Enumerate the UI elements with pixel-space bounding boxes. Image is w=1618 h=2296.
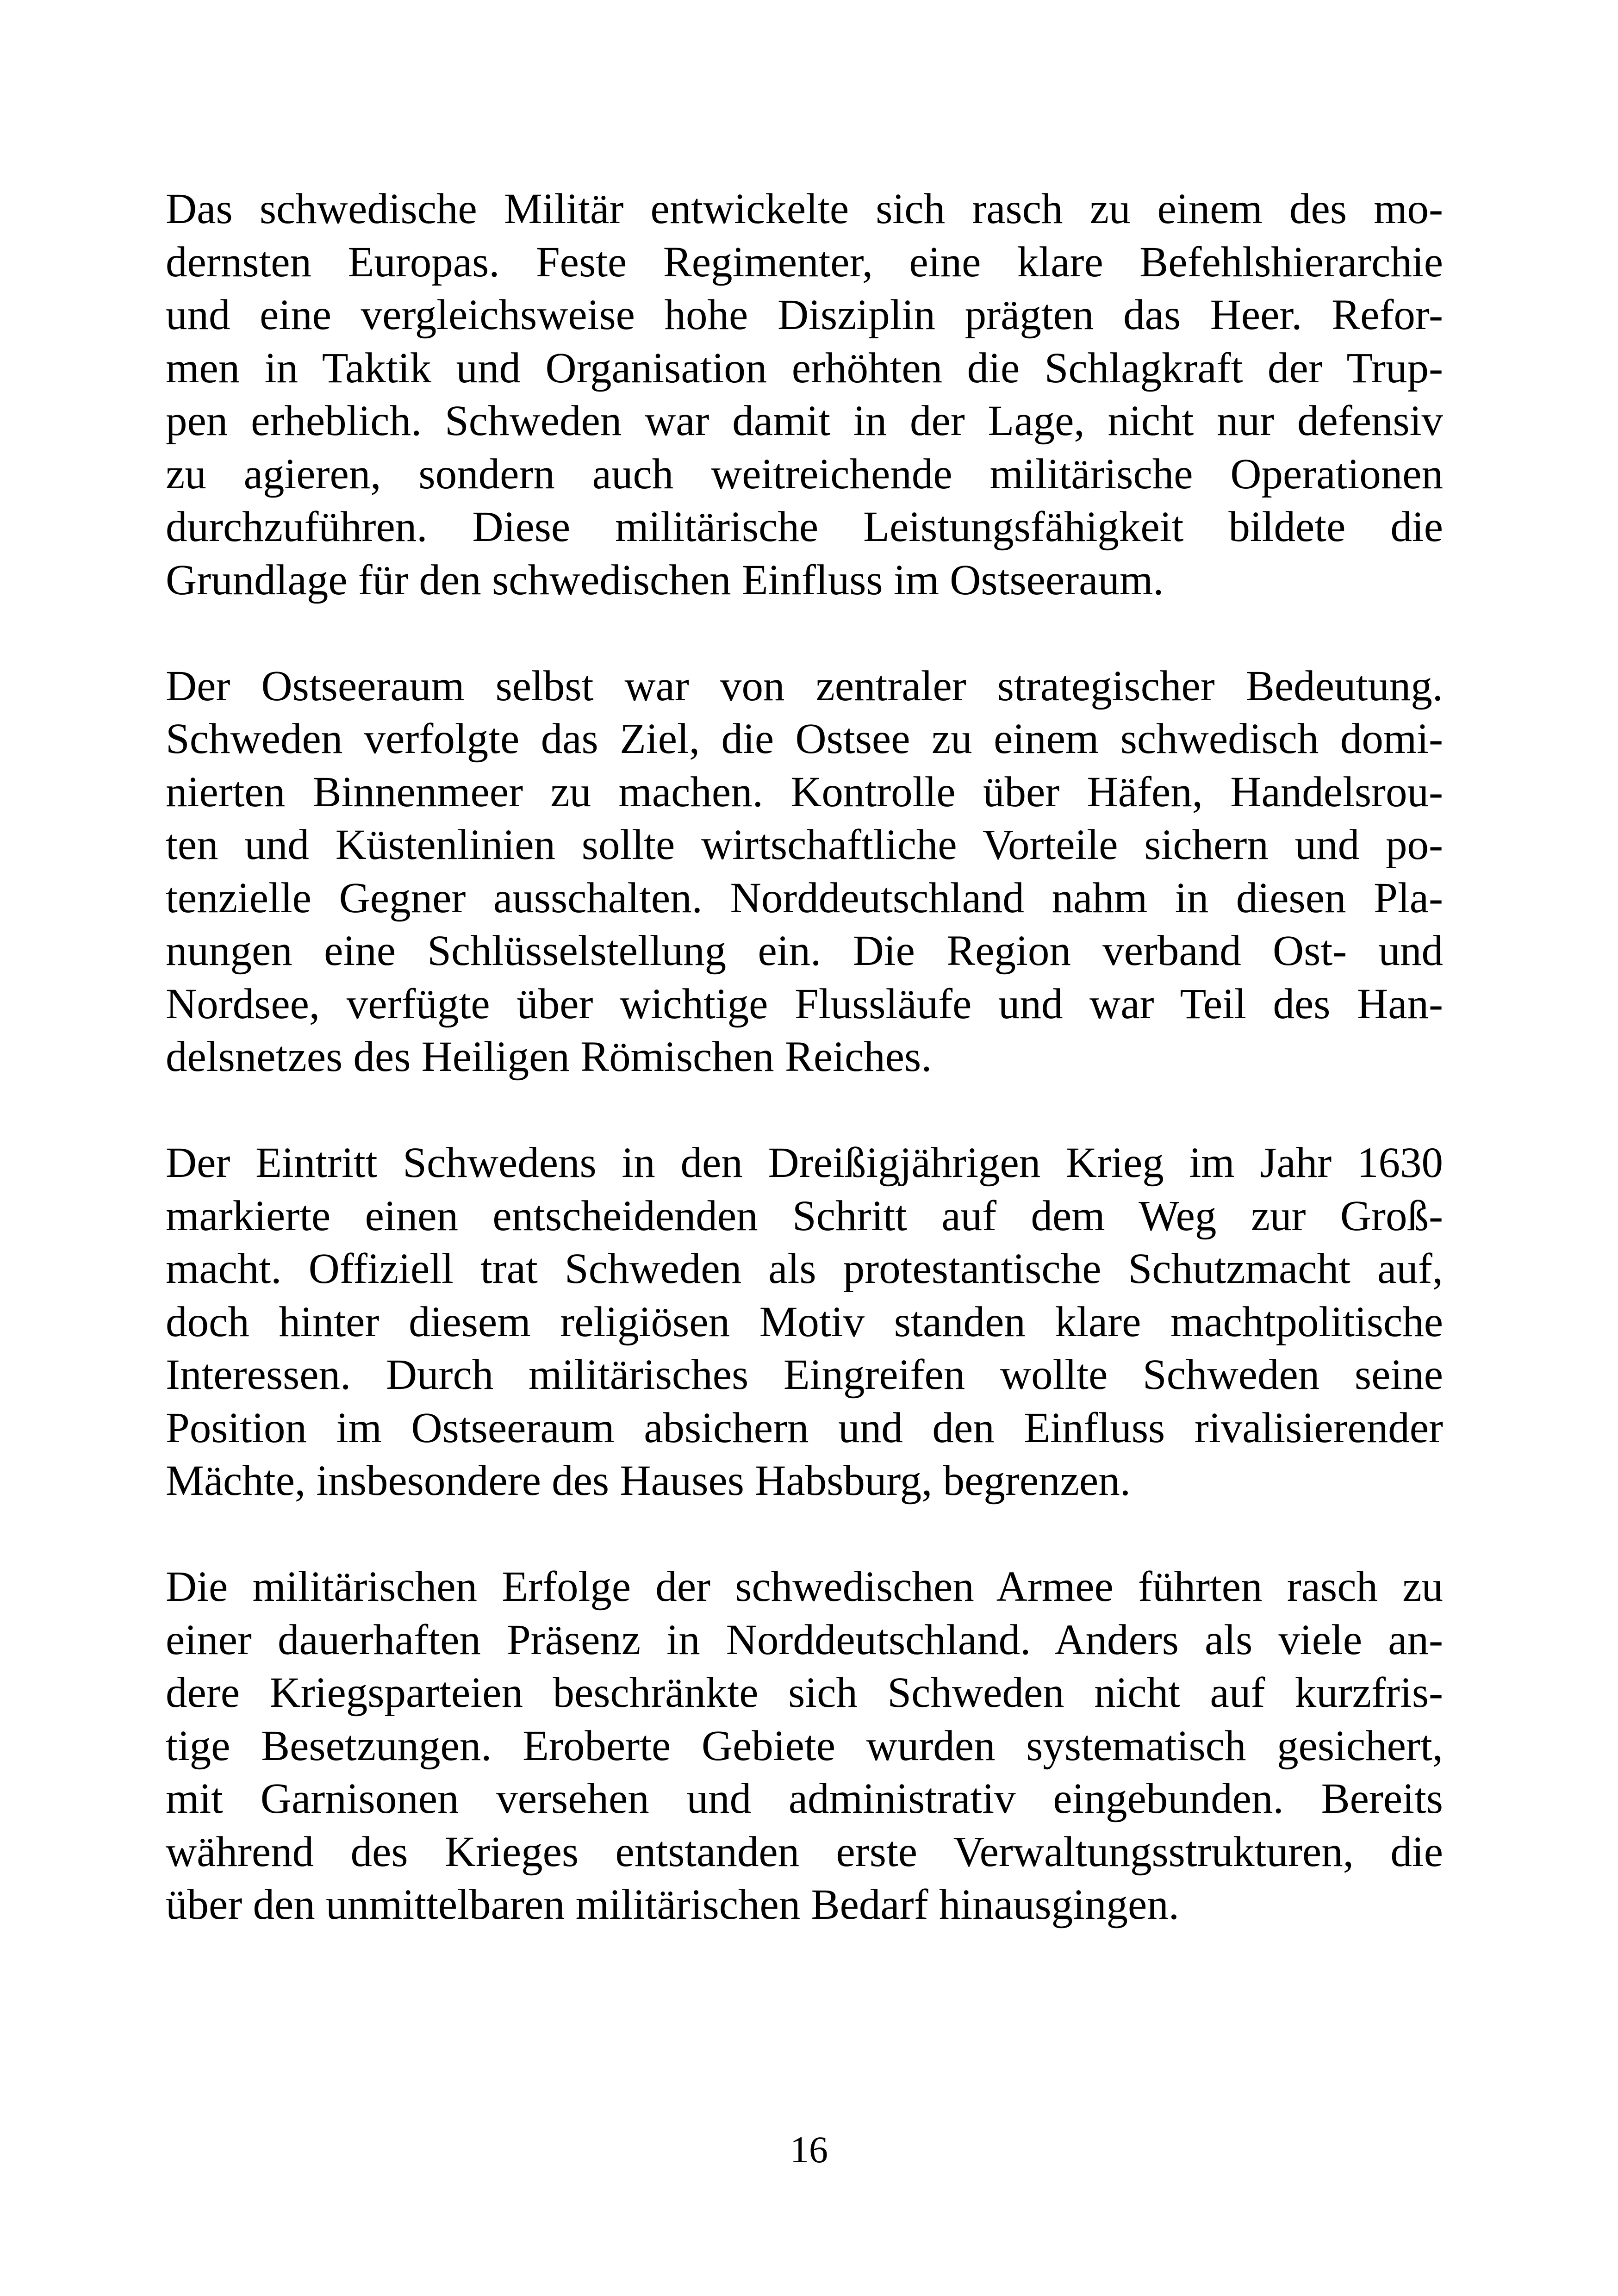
text-line: Schweden verfolgte das Ziel, die Ostsee zu einem schwedisch domi- [166, 715, 1443, 763]
text-line: mit Garnisonen versehen und administrativ eingebunden. Bereits [166, 1775, 1443, 1823]
text-line: zu agieren, sondern auch weitreichende militärische Operationen [166, 450, 1443, 498]
text-line: tige Besetzungen. Eroberte Gebiete wurden systematisch gesichert, [166, 1722, 1443, 1770]
text-line: delsnetzes des Heiligen Römischen Reiches. [166, 1033, 932, 1081]
text-line: markierte einen entscheidenden Schritt auf dem Weg zur Groß- [166, 1192, 1443, 1240]
paragraph-gap [166, 1508, 1443, 1561]
text-line: einer dauerhaften Präsenz in Norddeutschland. Anders als viele an- [166, 1616, 1443, 1664]
text-line: Mächte, insbesondere des Hauses Habsburg, begrenzen. [166, 1457, 1131, 1505]
text-line: tenzielle Gegner ausschalten. Norddeutschland nahm in diesen Pla- [166, 874, 1443, 922]
body-text [166, 183, 1443, 1932]
text-line: über den unmittelbaren militärischen Bedarf hinausgingen. [166, 1881, 1179, 1929]
text-line: und eine vergleichsweise hohe Disziplin prägten das Heer. Refor- [166, 291, 1443, 339]
text-line: während des Krieges entstanden erste Verwaltungsstrukturen, die [166, 1828, 1443, 1876]
text-line: Interessen. Durch militärisches Eingreifen wollte Schweden seine [166, 1351, 1443, 1399]
text-line: ten und Küstenlinien sollte wirtschaftliche Vorteile sichern und po- [166, 821, 1443, 869]
text-line: pen erheblich. Schweden war damit in der Lage, nicht nur defensiv [166, 397, 1443, 445]
text-line: Grundlage für den schwedischen Einfluss im Ostseeraum. [166, 556, 1164, 604]
text-line: men in Taktik und Organisation erhöhten die Schlagkraft der Trup- [166, 344, 1443, 392]
text-line: Position im Ostseeraum absichern und den Einfluss rivalisierender [166, 1404, 1443, 1452]
paragraph-gap [166, 607, 1443, 660]
text-line: Das schwedische Militär entwickelte sich rasch zu einem des mo- [166, 185, 1443, 233]
paragraph [166, 1137, 1443, 1508]
text-line: nierten Binnenmeer zu machen. Kontrolle über Häfen, Handelsrou- [166, 768, 1443, 816]
paragraph [166, 660, 1443, 1084]
text-line: doch hinter diesem religiösen Motiv standen klare machtpolitische [166, 1298, 1443, 1346]
text-line: dernsten Europas. Feste Regimenter, eine klare Befehlshierarchie [166, 238, 1443, 286]
text-line: macht. Offiziell trat Schweden als protestantische Schutzmacht auf, [166, 1245, 1443, 1293]
text-line: Der Ostseeraum selbst war von zentraler strategischer Bedeutung. [166, 662, 1443, 710]
paragraph [166, 1561, 1443, 1932]
text-line: durchzuführen. Diese militärische Leistungsfähigkeit bildete die [166, 503, 1443, 551]
text-line: nungen eine Schlüsselstellung ein. Die Region verband Ost- und [166, 927, 1443, 975]
text-line: Der Eintritt Schwedens in den Dreißigjährigen Krieg im Jahr 1630 [166, 1139, 1443, 1187]
paragraph [166, 183, 1443, 607]
text-line: Die militärischen Erfolge der schwedischen Armee führten rasch zu [166, 1563, 1443, 1611]
page-number: 16 [790, 2128, 828, 2171]
text-line: Nordsee, verfügte über wichtige Flussläufe und war Teil des Han- [166, 980, 1443, 1028]
text-line: dere Kriegsparteien beschränkte sich Schweden nicht auf kurzfris- [166, 1669, 1443, 1717]
paragraph-gap [166, 1084, 1443, 1137]
